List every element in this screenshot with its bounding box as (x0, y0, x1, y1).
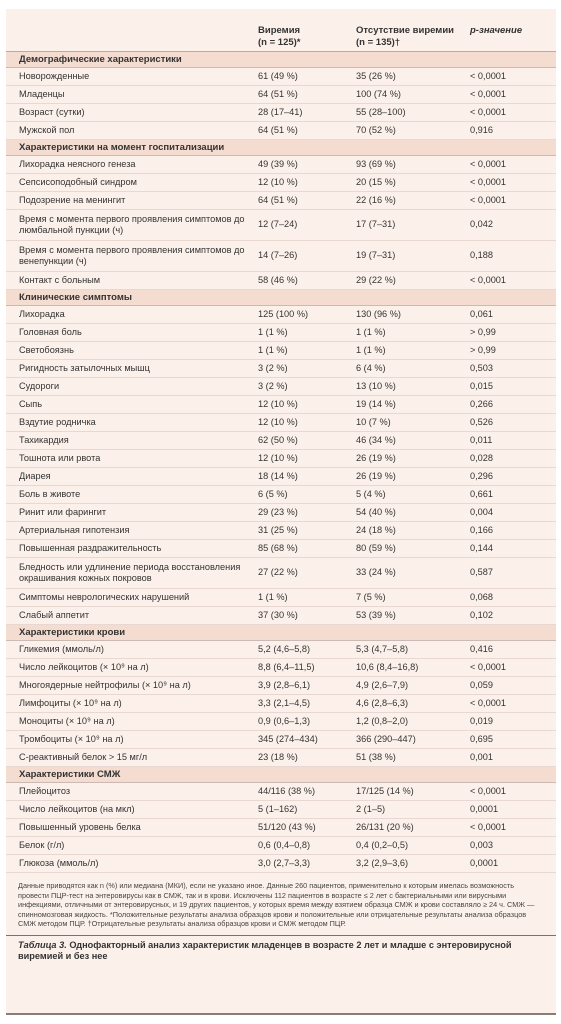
row-label: Подозрение на менингит (19, 194, 126, 205)
row-label: Число лейкоцитов (× 10⁹ на л) (19, 661, 149, 672)
viremia-value: 3 (2 %) (258, 362, 288, 373)
no-viremia-value: 54 (40 %) (356, 506, 396, 517)
p-value: 0,661 (470, 488, 493, 499)
no-viremia-value: 29 (22 %) (356, 274, 396, 285)
row-label: Повышенный уровень белка (19, 821, 141, 832)
table-row (6, 104, 556, 122)
table-row (6, 504, 556, 522)
no-viremia-value: 55 (28–100) (356, 106, 406, 117)
table-row (6, 540, 556, 558)
no-viremia-value: 22 (16 %) (356, 194, 396, 205)
row-label: Диарея (19, 470, 51, 481)
row-label: Ринит или фарингит (19, 506, 107, 517)
p-value: 0,188 (470, 250, 493, 261)
table-row (6, 486, 556, 504)
no-viremia-value: 70 (52 %) (356, 124, 396, 135)
p-value: < 0,0001 (470, 106, 507, 117)
header-viremia (256, 25, 354, 51)
viremia-value: 51/120 (43 %) (258, 821, 316, 832)
no-viremia-value: 4,6 (2,8–6,3) (356, 697, 409, 708)
no-viremia-value: 17/125 (14 %) (356, 785, 414, 796)
no-viremia-value: 35 (26 %) (356, 70, 396, 81)
table-row (6, 156, 556, 174)
p-value: 0,0001 (470, 857, 499, 868)
row-label: Тошнота или рвота (19, 452, 101, 463)
section-header: Характеристики СМЖ (6, 767, 556, 783)
row-label: Время с момента первого проявления симптомов до люмбальной пункции (ч) (19, 213, 245, 235)
row-label: Глюкоза (ммоль/л) (19, 857, 99, 868)
row-label: Лимфоциты (× 10⁹ на л) (19, 697, 122, 708)
p-value: 0,526 (470, 416, 493, 427)
table-row (6, 783, 556, 801)
row-label: Новорожденные (19, 70, 90, 81)
viremia-value: 18 (14 %) (258, 470, 298, 481)
p-value: 0,004 (470, 506, 493, 517)
table-row (6, 306, 556, 324)
table-row (6, 558, 556, 589)
viremia-value: 345 (274–434) (258, 733, 318, 744)
viremia-value: 62 (50 %) (258, 434, 298, 445)
header-no-viremia-n: (n = 135)† (356, 37, 401, 48)
table-row (6, 378, 556, 396)
table-row (6, 589, 556, 607)
table-row (6, 801, 556, 819)
table-row (6, 432, 556, 450)
table-row (6, 659, 556, 677)
no-viremia-value: 33 (24 %) (356, 567, 396, 578)
viremia-value: 12 (7–24) (258, 219, 298, 230)
row-label: Контакт с больным (19, 274, 101, 285)
viremia-value: 5 (1–162) (258, 803, 298, 814)
no-viremia-value: 26 (19 %) (356, 470, 396, 481)
row-label: Число лейкоцитов (на мкл) (19, 803, 135, 814)
header-no-viremia-label: Отсутствие виремии (356, 25, 455, 36)
no-viremia-value: 0,4 (0,2–0,5) (356, 839, 409, 850)
row-label: Мужской пол (19, 124, 75, 135)
p-value: > 0,99 (470, 326, 496, 337)
p-value: < 0,0001 (470, 88, 507, 99)
viremia-value: 64 (51 %) (258, 124, 298, 135)
p-value: < 0,0001 (470, 158, 507, 169)
table-row (6, 468, 556, 486)
viremia-value: 3,3 (2,1–4,5) (258, 697, 311, 708)
no-viremia-value: 6 (4 %) (356, 362, 386, 373)
caption-lead: Таблица 3. (18, 939, 67, 950)
viremia-value: 37 (30 %) (258, 609, 298, 620)
viremia-value: 1 (1 %) (258, 326, 288, 337)
table-row (6, 641, 556, 659)
table-card (6, 9, 556, 1015)
table-row (6, 819, 556, 837)
viremia-value: 3 (2 %) (258, 380, 288, 391)
no-viremia-value: 51 (38 %) (356, 751, 396, 762)
no-viremia-value: 3,2 (2,9–3,6) (356, 857, 409, 868)
row-label: Моноциты (× 10⁹ на л) (19, 715, 115, 726)
table-row (6, 68, 556, 86)
no-viremia-value: 10,6 (8,4–16,8) (356, 661, 419, 672)
caption-text: Однофакторный анализ характеристик младенцев в возрасте 2 лет и младше с энтеровирусной виремией и без нее (18, 939, 512, 961)
table-header (6, 9, 556, 52)
viremia-value: 64 (51 %) (258, 194, 298, 205)
table-row (6, 731, 556, 749)
table-row (6, 607, 556, 625)
p-value: 0,587 (470, 567, 493, 578)
no-viremia-value: 366 (290–447) (356, 733, 416, 744)
p-value: 0,003 (470, 839, 493, 850)
p-value: < 0,0001 (470, 697, 507, 708)
p-value: < 0,0001 (470, 70, 507, 81)
p-value: < 0,0001 (470, 821, 507, 832)
section-header: Демографические характеристики (6, 52, 556, 68)
row-label: Вздутие родничка (19, 416, 96, 427)
row-label: Ригидность затылочных мышц (19, 362, 150, 373)
p-value: 0,166 (470, 524, 493, 535)
p-value: 0,144 (470, 542, 493, 553)
p-value: 0,695 (470, 733, 493, 744)
table-row (6, 522, 556, 540)
no-viremia-value: 10 (7 %) (356, 416, 391, 427)
no-viremia-value: 93 (69 %) (356, 158, 396, 169)
row-label: Головная боль (19, 326, 82, 337)
header-viremia-n: (n = 125)* (258, 37, 301, 48)
p-value: 0,503 (470, 362, 493, 373)
no-viremia-value: 53 (39 %) (356, 609, 396, 620)
table-row (6, 210, 556, 241)
header-no-viremia (354, 25, 467, 51)
viremia-value: 12 (10 %) (258, 452, 298, 463)
table-row (6, 450, 556, 468)
header-empty-cell (6, 25, 256, 51)
row-label: Артериальная гипотензия (19, 524, 130, 535)
p-value: 0,068 (470, 591, 493, 602)
no-viremia-value: 2 (1–5) (356, 803, 386, 814)
viremia-value: 61 (49 %) (258, 70, 298, 81)
row-label: Симптомы неврологических нарушений (19, 591, 190, 602)
p-value: 0,015 (470, 380, 493, 391)
row-label: Время с момента первого проявления симптомов до венепункции (ч) (19, 244, 245, 266)
viremia-value: 6 (5 %) (258, 488, 288, 499)
viremia-value: 12 (10 %) (258, 398, 298, 409)
no-viremia-value: 20 (15 %) (356, 176, 396, 187)
row-label: Судороги (19, 380, 60, 391)
p-value: 0,416 (470, 643, 493, 654)
p-value: 0,102 (470, 609, 493, 620)
viremia-value: 8,8 (6,4–11,5) (258, 661, 315, 672)
p-value: 0,296 (470, 470, 493, 481)
no-viremia-value: 5,3 (4,7–5,8) (356, 643, 409, 654)
p-value: 0,011 (470, 434, 493, 445)
table-row (6, 174, 556, 192)
no-viremia-value: 19 (14 %) (356, 398, 396, 409)
no-viremia-value: 19 (7–31) (356, 250, 396, 261)
viremia-value: 125 (100 %) (258, 308, 309, 319)
row-label: Сыпь (19, 398, 43, 409)
no-viremia-value: 26 (19 %) (356, 452, 396, 463)
table-row (6, 272, 556, 290)
table-body (6, 52, 556, 873)
table-row (6, 677, 556, 695)
viremia-value: 12 (10 %) (258, 176, 298, 187)
row-label: Лихорадка (19, 308, 65, 319)
viremia-value: 27 (22 %) (258, 567, 298, 578)
p-value: 0,001 (470, 751, 493, 762)
row-label: Сепсисоподобный синдром (19, 176, 137, 187)
section-header: Клинические симптомы (6, 290, 556, 306)
row-label: Возраст (сутки) (19, 106, 85, 117)
p-value: 0,0001 (470, 803, 499, 814)
table-row (6, 86, 556, 104)
viremia-value: 31 (25 %) (258, 524, 298, 535)
p-value: 0,028 (470, 452, 493, 463)
row-label: Лихорадка неясного генеза (19, 158, 136, 169)
viremia-value: 0,6 (0,4–0,8) (258, 839, 311, 850)
no-viremia-value: 5 (4 %) (356, 488, 386, 499)
table-row (6, 241, 556, 272)
table-row (6, 360, 556, 378)
p-value: < 0,0001 (470, 194, 507, 205)
p-value: 0,059 (470, 679, 493, 690)
viremia-value: 85 (68 %) (258, 542, 298, 553)
viremia-value: 1 (1 %) (258, 591, 288, 602)
row-label: Младенцы (19, 88, 65, 99)
p-value: 0,916 (470, 124, 493, 135)
p-value: 0,019 (470, 715, 493, 726)
viremia-value: 14 (7–26) (258, 250, 298, 261)
row-label: Тромбоциты (× 10⁹ на л) (19, 733, 124, 744)
row-label: Тахикардия (19, 434, 69, 445)
viremia-value: 3,0 (2,7–3,3) (258, 857, 311, 868)
viremia-value: 28 (17–41) (258, 106, 303, 117)
no-viremia-value: 80 (59 %) (356, 542, 396, 553)
viremia-value: 58 (46 %) (258, 274, 298, 285)
viremia-value: 3,9 (2,8–6,1) (258, 679, 311, 690)
section-header: Характеристики на момент госпитализации (6, 140, 556, 156)
viremia-value: 5,2 (4,6–5,8) (258, 643, 311, 654)
row-label: Белок (г/л) (19, 839, 65, 850)
p-value: < 0,0001 (470, 661, 507, 672)
p-value: < 0,0001 (470, 785, 507, 796)
row-label: С-реактивный белок > 15 мг/л (19, 751, 148, 762)
table-row (6, 324, 556, 342)
no-viremia-value: 46 (34 %) (356, 434, 396, 445)
no-viremia-value: 100 (74 %) (356, 88, 401, 99)
row-label: Плейоцитоз (19, 785, 71, 796)
row-label: Слабый аппетит (19, 609, 90, 620)
header-viremia-label: Виремия (258, 25, 301, 36)
table-caption (6, 936, 556, 962)
section-header: Характеристики крови (6, 625, 556, 641)
table-row (6, 695, 556, 713)
viremia-value: 44/116 (38 %) (258, 785, 316, 796)
viremia-value: 0,9 (0,6–1,3) (258, 715, 311, 726)
no-viremia-value: 26/131 (20 %) (356, 821, 414, 832)
table-row (6, 855, 556, 873)
row-label: Гликемия (ммоль/л) (19, 643, 104, 654)
no-viremia-value: 1 (1 %) (356, 344, 386, 355)
p-value: 0,061 (470, 308, 493, 319)
table-row (6, 749, 556, 767)
viremia-value: 12 (10 %) (258, 416, 298, 427)
no-viremia-value: 24 (18 %) (356, 524, 396, 535)
no-viremia-value: 1,2 (0,8–2,0) (356, 715, 409, 726)
table-row (6, 396, 556, 414)
row-label: Светобоязнь (19, 344, 74, 355)
no-viremia-value: 13 (10 %) (356, 380, 396, 391)
viremia-value: 49 (39 %) (258, 158, 298, 169)
table-row (6, 713, 556, 731)
row-label: Многоядерные нейтрофилы (× 10⁹ на л) (19, 679, 191, 690)
no-viremia-value: 17 (7–31) (356, 219, 396, 230)
viremia-value: 29 (23 %) (258, 506, 298, 517)
viremia-value: 23 (18 %) (258, 751, 298, 762)
viremia-value: 1 (1 %) (258, 344, 288, 355)
table-footnote: Данные приводятся как n (%) или медиана (МКИ), если не указано иное. Данные 260 пациентов, применительно к которым имелась возможность провести ПЦР-тест на энтеровирусы как в СМЖ, так и в крови. Исключены 112 пациентов в возрасте ≤ 2 лет с бактериальными или вирусными инфекциями, отличными от энтеровирусных, и 19 других пациентов, у которых время между взятием образца СМЖ и крови составляло ≥ 24 ч. СМЖ — спинномозговая жидкость. *Положительные результаты анализа образцов крови и положительные или отрицательные результаты анализа образцов СМЖ методом ПЦР. †Отрицательные результаты анализа образцов крови и СМЖ методом ПЦР. (18, 881, 535, 929)
p-value: > 0,99 (470, 344, 496, 355)
p-value: 0,266 (470, 398, 493, 409)
table-row (6, 414, 556, 432)
table-row (6, 342, 556, 360)
table-row (6, 837, 556, 855)
no-viremia-value: 130 (96 %) (356, 308, 401, 319)
table-row (6, 192, 556, 210)
p-value: < 0,0001 (470, 176, 507, 187)
no-viremia-value: 7 (5 %) (356, 591, 386, 602)
no-viremia-value: 4,9 (2,6–7,9) (356, 679, 409, 690)
table-row (6, 122, 556, 140)
row-label: Бледность или удлинение периода восстановления окрашивания кожных покровов (19, 561, 241, 583)
row-label: Боль в животе (19, 488, 81, 499)
p-value: 0,042 (470, 219, 493, 230)
viremia-value: 64 (51 %) (258, 88, 298, 99)
row-label: Повышенная раздражительность (19, 542, 162, 553)
no-viremia-value: 1 (1 %) (356, 326, 386, 337)
header-p-value: p-значение (470, 25, 523, 36)
p-value: < 0,0001 (470, 274, 507, 285)
